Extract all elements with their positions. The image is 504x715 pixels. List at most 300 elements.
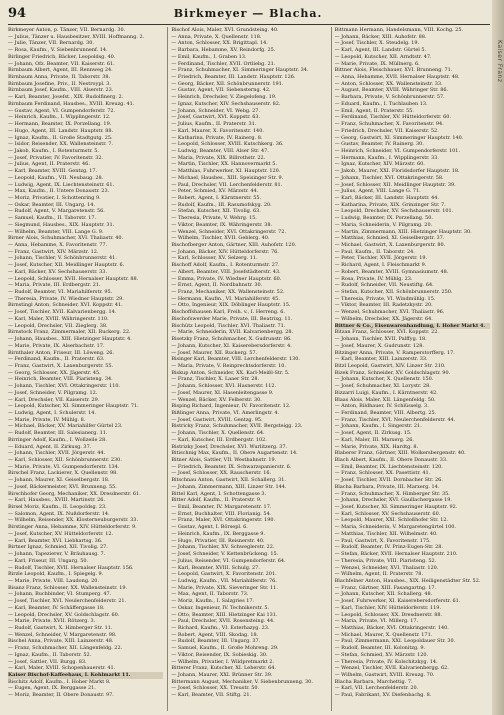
directory-entry: — Josef, Tischler, X. Steudelg. 19. — [334, 40, 420, 47]
directory-entry: — Karl, Beamter, Josefst., XIX. Rudolfinerg. 2. — [8, 94, 124, 101]
directory-entry: — Franz, Gastwirt, X. Laxenburgerstr. 55. — [8, 362, 114, 369]
directory-entry: Bittermann August, Mechaniker, V. Siebenbrunneng. 30. — [171, 678, 313, 685]
directory-entry: — Karl, Schlosser, XV. Selzerg. 11. — [171, 255, 258, 262]
directory-entry: — Max, Kaufm., II. Untere Donaustr. 23. — [8, 188, 110, 195]
directory-entry: — Rosa, Kaufm., V. Siebenbrunnenf. 14. — [8, 47, 108, 54]
directory-entry: — Johann, Tischler, XV. Schweglerstr. 22. — [171, 544, 275, 551]
directory-entry: — Karl, Kutscher, III. Erdbergstr. 102. — [171, 436, 267, 443]
directory-entry: — Moriz, Kaufm., I. Salzgries 17. — [171, 598, 255, 605]
directory-entry: Birnstock Franz, Zimmermaler, XII. Ruckerg. 22. — [8, 329, 131, 336]
directory-entry: — Anton, Schlosser, XX. Wallensteinstr. 33. — [334, 80, 443, 87]
directory-entry: — Heinrich, Schneider, VI. Gumpendorferstr. 101. — [334, 147, 461, 154]
directory-entry: — Josef, Fuhrwerker, XI. Kaiserebersdorferstr. 61. — [334, 598, 461, 605]
directory-entry: — Hermann, Kaufm., I. Wipplingerstr. 33. — [334, 154, 439, 161]
directory-entry: Bitner Alois, Sattler, VII. Westbahnstr. 19. — [171, 457, 277, 463]
directory-entry: Bistricky Franz, Schuhmacher, XVII. Bergsteigg. 23. — [171, 423, 303, 430]
directory-entry: Bitzan Franz, Schlosser, XVI. Koppstr. 22. — [334, 329, 439, 336]
directory-entry: — Viktor, Beamter, IX. Währingerstr. 38. — [171, 221, 273, 228]
directory-entry: — Isidor, Reisender, XX. Wallensteinstr. 7. — [8, 141, 113, 148]
directory-entry: — Georg, Bäcker, XII. Schönbrunnerstr. 191. — [171, 80, 284, 87]
directory-entry: — Leopold, Maurer, XXI. Schloßhofer Str. 12. — [334, 517, 449, 524]
directory-entry: — Salomon, Agent, IX. Nußdorferstr. 14. — [8, 510, 110, 517]
directory-entry: — Karl, Hausbes., XVIII. Martinstr. 26. — [8, 497, 106, 504]
directory-entry: — Emil, Beamter, IX. Liechtensteinstr. 120. — [334, 463, 443, 470]
directory-entry: — Peter, Schmied, XV. Märzstr. 44. — [171, 188, 259, 195]
directory-entry: Bischoff Adolf, Kaufm., I. Rotenturmstr. 27. — [171, 262, 280, 269]
directory-entry: — Gustav, Beamter, IV. Rainerg. 30. — [334, 141, 424, 148]
directory-entry: — Anna, Hebamme, X. Favoritenstr. 77. — [8, 242, 108, 248]
directory-entry: — Paul, Drechsler, XVII. Rosensteing. 44. — [171, 618, 275, 625]
directory-entry: — Maria, Schneiderin, V. Pilgramg. 20. — [334, 221, 433, 228]
directory-entry: Bistrizky Josef, Drechsler, XVI. Wurlitzerg. 37. — [171, 443, 288, 450]
directory-entry: — Michael, Maurer, X. Quellenstr. 171. — [334, 631, 433, 638]
directory-entry: — Paul, Kaufm., II. Taborstr. 24. — [334, 248, 415, 255]
directory-entry: Birtner Ignaz, Schmied, XII. Tivolig. 27. — [8, 544, 108, 551]
directory-entry: — Karl, Beamter, XIII. Lainzerstr. 33. — [334, 356, 428, 363]
directory-entry: — Hermann, Beamter, IX. Porzellang. 19. — [8, 121, 112, 128]
directory-entry: — Josef, Maurer, X. Gudrunstr. 128. — [334, 342, 424, 349]
page-edge — [492, 0, 504, 715]
directory-entry: — Karl, Maler, XVIII. Währingerstr. 110. — [8, 315, 109, 322]
directory-entry: — Johann, Tischler, X. Quellenstr. 64. — [171, 430, 265, 437]
directory-entry: Biskup Anton, Schneider, XX. Karl-Meißl-Str. 5. — [171, 369, 290, 376]
directory-entry: — Johann, Hausbes., XIII. Hietzinger Hauptstr. 4. — [8, 336, 132, 343]
directory-entry: Blachfelner Anton, Hausbes., XIX. Heiligenstädter Str. 52. — [334, 577, 481, 584]
directory-entry: Bisanz Franz, Schlosser, XX. Wallensteinstr. 19. — [8, 584, 128, 591]
directory-entry: — Gustav, Agent, I. Börsepl. 6. — [171, 524, 248, 531]
directory-entry: — Stefan, Bäcker, XVII. Hernalser Hauptstr. 210. — [334, 551, 458, 558]
directory-entry: — Robert, Agent, VIII. Skodag. 18. — [171, 631, 259, 638]
directory-entry: — Josef, Privatier, IV. Favoritenstr. 32. — [8, 154, 104, 161]
directory-entry: — Josef, Bäckermeister, XVI. Brunneng. 55. — [8, 483, 117, 490]
directory-entry: — Johann, Kutscher, XII. Schallerg. 48. — [334, 591, 433, 598]
directory-entry: — Heinrich, Kaufm., I. Wipplingerstr. 12. — [8, 114, 111, 121]
directory-entry: — Michael, Bäcker, XV. Mariahilfer Gürtel 23. — [8, 423, 123, 430]
directory-entry: — Anton, Schlosser, XX. Brigittapl. 14. — [171, 40, 268, 47]
directory-entry: Birnbaum Anna, Private, II. Taborstr. 38. — [8, 74, 111, 81]
directory-entry: — Josef, Schlosser, XX. Treustr. 50. — [171, 685, 260, 692]
directory-entry: — Robert, Agent, I. Kärntnerstr. 55. — [171, 194, 262, 201]
directory-entry: — Ludwig, Agent, IX. Liechtensteinstr. 61. — [8, 181, 115, 188]
directory-entry: — Johann, Tischler, XVII. Palffyg. 18. — [334, 336, 427, 343]
directory-entry: Birlinger Friedrich, Bäcker, Leopoldsg. 40. — [8, 53, 116, 60]
directory-entry: — Anton, Bildhauer, IV. Schlüsselg. 3. — [334, 403, 429, 410]
directory-entry: — Karl, Maurer, X. Favoritenstr. 140. — [171, 127, 264, 134]
directory-entry: — Matthias, Fuhrwerker, XI. Hauptstr. 120. — [171, 168, 281, 175]
directory-entry: — Julius, Agent, VIII. Lange G. 71. — [334, 188, 421, 195]
directory-entry: — Johann, Ofz. Beamter, VII. Kaiserstr. 61. — [8, 60, 115, 67]
directory-entry: Bitischnig Max, Kaufm., II. Obere Augartenstr. 14. — [171, 450, 298, 457]
directory-entry: — Josef, Tischler, XVII. Kalvarienbergg. 14. — [8, 309, 117, 316]
directory-entry: — Paul, Zimmermann, XXI. Leopoldauer Str. 30. — [334, 638, 456, 645]
directory-entry: — Karl, VII. Lerchenfelderstr. 20. — [334, 685, 419, 692]
directory-entry: Bißlinger Anna, Private, VI. Amerlingstr. 4. — [171, 409, 280, 416]
directory-entry: — Julius, Reisender, VI. Gumpendorferstr. 64. — [171, 557, 286, 564]
directory-entry: — Gustav, Agent, VI. Gumpendorferstr. 72. — [8, 107, 116, 114]
directory-entry: — Marie, Private, XVII. Rötzerg. 3. — [8, 618, 96, 625]
directory-entry: — Marie, Private, VI. Gumpendorferstr. 134. — [8, 463, 120, 470]
directory-entry: — Karl, Maler, III. Marxerg. 26. — [334, 436, 414, 443]
directory-entry: — Leopold, Drechsler, XV. Goldschlagstr. 60. — [8, 611, 120, 618]
directory-entry: — Ignaz, Kutscher, XIV. Sechshauserstr. 82. — [171, 100, 281, 107]
directory-entry: — Franz, Schuhmacher, XI. Simmeringer Hauptstr. 34. — [171, 67, 309, 74]
directory-entry: Bitschnau Anton, Gastwirt, XII. Schallerg. 31. — [171, 477, 287, 484]
directory-entry: — Marie, Private, XIX. Hardtg. 8. — [334, 443, 419, 450]
directory-entry: — Franz, Gastwirt, XIV. Märzstr. 12. — [8, 248, 99, 255]
directory-entry: — Johann, Kutscher, X. Quellenstr. 150. — [334, 376, 434, 383]
directory-entry: — Franz, Maler, XVI. Ottakringerstr. 190. — [171, 517, 276, 524]
directory-entry: — Franz, Gärtner, XIII. Fasangartng. 17. — [334, 584, 437, 591]
directory-entry: — Julius, Kaufm., II. Praterstr. 31. — [171, 121, 257, 128]
directory-entry: Bizek Franz, Schneider, XV. Goldschlagstr. 90. — [334, 369, 451, 376]
directory-entry: — Marie, Private, IX. Alserbachstr. 17. — [8, 342, 105, 349]
directory-entry: Bitter Adolf, Kaufm., II. Praterstr. 9. — [171, 497, 262, 504]
directory-entry: — Karl, Bäcker, XV. Sechshauserstr. 33. — [8, 268, 108, 275]
directory-entry: — Rudolf, Beamter, III. Salesianerg. 11. — [8, 430, 108, 437]
directory-entry: — Wenzel, Schneider, XVI. Ottakringerstr. 72. — [171, 228, 286, 235]
directory-entry: — Ferdinand, Tischler, XVII. Ortliebg. 21. — [171, 60, 276, 67]
directory-entry: — Wenzel, Schneider, V. Margaretenstr. 98. — [8, 631, 117, 638]
directory-entry: — Josef, Tischler, XVI. Neulerchenfelderstr. 21. — [8, 598, 127, 605]
directory-entry: — Siegmund, Hausbes., XIX. Hauptstr. 31. — [8, 221, 115, 228]
directory-entry: — Johann, Tischler, XVI. Ottakringerstr. 110. — [8, 383, 121, 390]
directory-entry: — Maria, Private, XIX. Billrothstr. 22. — [171, 154, 266, 161]
directory-entry: — Leopold, Drechsler, XV. Sechshauserstr. 101. — [334, 208, 454, 215]
directory-entry: — Oskar, Ingenieur, IV. Technikerstr. 5. — [171, 604, 270, 611]
directory-entry: — Johann, Bäcker, XIII. Auhofstr. 88. — [334, 33, 427, 40]
directory-entry: — Karl, Beamter, XVIII. Schulg. 27. — [171, 564, 260, 571]
directory-entry: — Wenzel, Schneider, XVI. Thaliastr. 120. — [334, 564, 439, 571]
directory-entry: — Leopold, Schlosser, XX. Dresdnerstr. 88. — [334, 611, 443, 618]
directory-entry: — Anna, Private, X. Quellenstr. 118. — [171, 33, 262, 40]
directory-entry: Birnbaum Josef, Kaufm., VIII. Alserstr. 23. — [8, 87, 114, 94]
directory-entry: Bischofberger Anton, Gärtner, XIII. Auhofstr. 120. — [171, 242, 297, 248]
directory-entry: — Leopold, Gastwirt, X. Favoritenstr. 201. — [171, 571, 277, 578]
directory-entry: — Maria, Schneiderin, V. Margaretengürtel 100. — [334, 524, 456, 531]
directory-entry: — Karl, Beamter, VII. Stiftg. 21. — [171, 692, 252, 699]
directory-entry: Bittmann Hermann, Handelsmann, VIII. Kochg. 25. — [334, 27, 464, 33]
directory-entry: Birkmeyer Anton, p. Tänzer, VII. Bernardg. 30. — [8, 27, 126, 33]
directory-entry: — Stefan, Schmied, XV. Märzstr. 120. — [334, 651, 429, 658]
directory-entry: Bitzinger Anna, Private, V. Ramperstorfferg. 17. — [334, 349, 455, 356]
directory-entry: — Peter, Tischler, XVII. Jörgerstr. 19. — [334, 255, 428, 262]
directory-entry: — Franz, Schuhmacher, XII. Längenfeldg. 22. — [8, 645, 123, 652]
directory-entry: — Rudolf, Agent, V. Margaretenstr. 56. — [8, 208, 105, 215]
directory-entry: — Johann, Bäcker, XIV. Hütteldorferstr. 76. — [171, 248, 279, 255]
directory-entry: — Stefan, Kutscher, XII. Tivolig. 63. — [171, 208, 261, 215]
directory-entry: — Josef, Schuhmacher, XI. Lorystr. 28. — [334, 383, 431, 390]
directory-entry: Birner Alois, Schuhmacher, XVI. Thaliastr. 40. — [8, 235, 124, 242]
directory-entry: — Rosa, Private, IV. Mühlg. 23. — [334, 275, 413, 282]
page-number: 94 — [8, 6, 27, 21]
directory-entry: — Maria, Private, III. Erdbergstr. 21. — [8, 282, 101, 289]
directory-entry: — Ferdinand, Beamter, VIII. Albertg. 25. — [334, 409, 437, 416]
directory-entry: — Katharina, Private, IV. Rainerg. 8. — [171, 134, 263, 141]
directory-entry: Birnstingl Anton, Schneider, XVI. Koppstr. 41. — [8, 302, 123, 309]
column-2 — [167, 27, 326, 711]
directory-entry: — Barbara, Hebamme, XV. Reindorfg. 25. — [171, 47, 276, 54]
directory-entry: Bitzl Leopold, Gastwirt, XIV. Linzer Str. 210. — [334, 362, 446, 369]
directory-entry: — Karl, Bäcker, III. Landstr. Hauptstr. 44. — [334, 194, 440, 201]
directory-entry: — Ferdinand, Tischler, XV. Hütteldorferstr. 60. — [334, 114, 451, 121]
directory-entry: — Friedrich, Drechsler, VII. Kaiserstr. 52. — [334, 127, 439, 134]
directory-entry: — Josef, Schlosser, XX. Rauscherstr. 16. — [171, 470, 272, 477]
directory-entry: — Ludwig, Kaufm., VII. Mariahilferstr. 76. — [171, 577, 277, 584]
directory-entry: Bischoffshausen Karl, Freih. v., I. Herreng. 6. — [171, 309, 285, 316]
directory-entry: — Josef, Maurer, XII. Ruckerg. 57. — [171, 349, 258, 356]
directory-entry: — Rudolf, Tischler, XVII. Hernalser Hauptstr. 156. — [8, 564, 134, 571]
directory-entry: — Johann, Schlosser, XVI. Hasnerstr. 112. — [171, 383, 277, 390]
directory-entry: — Friedrich, Beamter, III. Landstr. Hauptstr. 126. — [171, 74, 296, 81]
directory-entry: — Matthias, Tischler, XII. Wilhelmstr. 40. — [334, 530, 438, 537]
directory-entry: — Josef, Schneider, V. Kettenbrückeng. 15. — [171, 551, 279, 558]
directory-entry: — Emil, Kaufm., I. Graben 13. — [171, 53, 247, 60]
directory-entry: Bittner Alois, Fleischhauer, XVI. Brunneng. 71. — [334, 67, 453, 74]
directory-entry: — Martin, Zimmermann, XIII. Hietzinger Hauptstr. 30. — [334, 228, 472, 235]
directory-entry: — Katharina, Private, XIX. Grinzinger Str. 7. — [334, 201, 446, 208]
directory-entry: — Wilhelm, Drechsler, XX. Jägerstr. 64. — [334, 315, 433, 322]
directory-entry: — Paul, Fabrikant, XV. Diefenbachg. 8. — [334, 692, 432, 699]
directory-entry: — Franz, Tischler, X. Laaer Str. 28. — [171, 376, 260, 383]
directory-entry: — Julius, Agent, II. Praterstr. 46. — [8, 161, 90, 168]
directory-entry: Bischütz Leopold, Tischler, XVI. Thaliastr. 71. — [171, 322, 286, 329]
directory-entry: — Rudolf, Beamter, III. Kolonitzg. 9. — [334, 645, 426, 652]
directory-entry: — Georg, Schlosser, XX. Jägerstr. 45. — [8, 369, 101, 376]
directory-entry: — Johann, Tischler, V. Schönbrunnerstr. 41. — [8, 255, 117, 262]
directory-entry: — Moriz, Privatier, I. Schottenring 9. — [8, 194, 101, 201]
directory-entry: — Johann, Tapezierer, V. Bräuhausg. 7. — [8, 551, 106, 558]
directory-entry: — Karl, Friseur, III. Ungarg. 50. — [8, 557, 89, 564]
directory-entry: — Wilhelm, Reisender, XX. Klosterneuburgerstr. 33. — [8, 517, 139, 524]
directory-entry: — Leopold, Kutscher, XII. Arndtstr. 47. — [334, 53, 432, 60]
directory-entry: — Karl, Beamter, XVIII. Gentzg. 17. — [8, 168, 98, 175]
directory-entry: — Franz, Tischler, XVI. Neulerchenfelderstr. 44. — [334, 416, 456, 423]
directory-entry: — Karl, Tischler, XIV. Hütteldorferstr. 119. — [334, 604, 442, 611]
directory-entry: — Michael, Gastwirt, X. Laxenburgerstr. 80. — [334, 242, 446, 248]
directory-entry: — Richard, Agent, I. Fleischmarkt 9. — [334, 262, 427, 269]
directory-entry: — Ludwig, Beamter, IX. Porzellang. 50. — [334, 215, 433, 222]
directory-entry: — Paul, Gastwirt, X. Favoritenstr. 175. — [334, 537, 431, 544]
directory-entry: — Eduard, Kaufm., I. Tuchlauben 13. — [334, 100, 428, 107]
directory-entry: Bisinger Karl, Beamter, VIII. Lerchenfelderstr. 130. — [171, 356, 300, 363]
directory-entry: — Josef, Gastwirt, XVI. Koppstr. 63. — [171, 114, 261, 121]
directory-entry: — Wilhelm, Gastwirt, XVIII. Kreuzg. 70. — [334, 672, 435, 678]
directory-entry: — Ernst, Agent, II. Nordbahnstr. 30. — [171, 282, 263, 289]
directory-entry: — Michael, Hausbes., XIII. Speisinger Str. 9. — [171, 174, 284, 181]
directory-entry: — Marie, Schneiderin, XVII. Kalvarienbergg. 28. — [171, 329, 294, 336]
directory-entry: — Wenzel, Schuhmacher, XVI. Thaliastr. 96. — [334, 309, 445, 316]
column-3 — [331, 27, 490, 711]
directory-entry: — Rudolf, Beamter, III. Ungarg. 37. — [171, 638, 261, 645]
directory-entry: — Johann, Zimmermann, XIII. Linzer Str. 144. — [171, 483, 287, 490]
directory-entry: — Albert, Beamter, VIII. Josefstädterstr. 43. — [171, 268, 281, 275]
directory-entry: — Karl, Beamter, XVI. Liebhartsg. 36. — [8, 537, 103, 544]
directory-entry: — Ignaz, Kaufm., II. Große Stadtgutg. 25. — [8, 134, 113, 141]
directory-entry: — Karl, Beamter, IV. Schäffergasse 18. — [8, 604, 105, 611]
directory-entry: — Theresia, Private, IV. Kolschitzkyg. 14. — [334, 658, 438, 665]
page-header — [8, 6, 490, 25]
directory-entry: — Ernst, Buchhalter, VIII. Florianig. 54. — [171, 510, 272, 517]
directory-entry: Blaas Alois, Maler, XII. Längenfeldg. 50. — [334, 396, 436, 403]
directory-entry: — Johann, Tischler, XVI. Ottakringerstr. 58. — [334, 174, 444, 181]
directory-entry: — Josef, Agent, II. Zirkusg. 15. — [334, 430, 412, 437]
advertisement-line: Bittner & Co., Eisenwarenhandlung, I. Hoher Markt 4. — [335, 323, 490, 330]
directory-entry: — August, Beamter, XVIII. Währinger Str. 86. — [334, 87, 449, 94]
directory-entry: — Heinrich, Kaufm., IX. Berggasse 9. — [171, 530, 265, 537]
directory-entry: Blaberer Franz, Gärtner, XIII. Wolkersbergenstr. 40. — [334, 450, 466, 457]
directory-entry: — Josef, Gastwirt, XVIII. Gentzg. 95. — [171, 416, 263, 423]
directory-entry: Birringer Adolf, Kaufm., I. Wollzeile 28. — [8, 436, 107, 443]
directory-entry: — Franz, Mechaniker, XX. Wallensteinstr. 52. — [171, 289, 285, 296]
directory-entry: Blacha Barbara, Private, III. Marxerg. 14. — [334, 483, 440, 490]
directory-entry: — Wilhelm, Privatier, I. Wildpretmarkt 2. — [171, 658, 274, 665]
directory-entry: — Johann, Schneider, VI. Webg. 27. — [171, 107, 261, 114]
directory-entry: — Johann, Tischler, XVII. Jörgerstr. 44. — [8, 450, 106, 457]
directory-entry: — Julius, Tänzer u. Hausbesitzer, XVIII. Hoffmanng. 2. — [8, 33, 145, 40]
directory-entry: — Theresia, Private, VIII. Piaristeng. 52. — [334, 557, 437, 564]
directory-entry: — Josef, Maurer, XI. Hasenleitengasse 9. — [171, 389, 274, 396]
directory-entry: — Maria, Private, VI. Millerg. 17. — [334, 618, 419, 625]
directory-entry: — Franz, Schuhmacher, X. Himberger Str. 35. — [334, 490, 450, 497]
directory-entry: — Karl, Maler, XVIII. Schopenhauerstr. 41. — [8, 665, 116, 672]
directory-entry: — Johann, Kutscher, XI. Kaiserebersdorferstr. 4. — [171, 342, 292, 349]
directory-entry: — Eduard, Agent, II. Zirkusg. 37. — [8, 443, 92, 450]
directory-entry: — Ludwig, Agent, I. Schulerstr. 14. — [8, 409, 96, 416]
directory-entry: Bischitz Adolf, Kaufm., I. Hoher Markt 8. — [8, 678, 111, 685]
directory-entry: Birschel Franz, Lackierer, X. Quellenstr. 98. — [8, 470, 118, 477]
directory-entry: — Emil, Beamter, IV. Margaretenstr. 17. — [171, 504, 272, 511]
directory-entry: — Johann, Maurer, XI. Geiselbergstr. 18. — [8, 477, 110, 484]
directory-entry: Bittel Karl, Agent, I. Schottengasse 3. — [171, 490, 267, 497]
directory-entry: — Heinrich, Drechsler, V. Ziegelofeng. 19. — [171, 94, 277, 101]
directory-entry: Birsel Moriz, Kaufm., II. Leopoldsg. 23. — [8, 504, 107, 511]
directory-entry: — Matthias, Bäcker, XVI. Ottakringerstr. 140. — [334, 624, 449, 631]
directory-entry: Bischof Alois, Maler, XVI. Grundsteing. 40. — [171, 27, 279, 33]
directory-entry: — Johann, Kaufm., I. Singerstr. 21. — [334, 423, 422, 430]
directory-entry: — Paul, Drechsler, VII. Lerchenfelderstr. 81. — [171, 181, 283, 188]
directory-entry: — Ferdinand, Kaufm., II. Praterstr. 63. — [8, 356, 105, 363]
directory-entry: — Theresia, Private, IV. Wiedner Hauptstr. 29. — [8, 295, 124, 302]
directory-entry: — Hugo, Agent, III. Landstr. Hauptstr. 88. — [8, 127, 114, 134]
directory-entry: Birnbaum Ferdinand, Hausbes., XVIII. Kreuzg. 41. — [8, 100, 135, 107]
directory-entry: Bitterer Franz, Kutscher, XI. Leberstr. 64. — [171, 665, 276, 672]
directory-entry: — Theresia, Private, V. Wehrg. 15. — [171, 215, 257, 222]
directory-entry: — Rudolf, Beamter, IV. Prinz-Eugen-Str. 28. — [334, 544, 443, 551]
directory-entry: — Heinrich, Beamter, VIII. Piaristeng. 34. — [8, 376, 113, 383]
directory-entry: — Rudolf, Kaufm., III. Rasumofskyg. 20. — [171, 201, 272, 208]
directory-entry: — Wilhelm, Beamter, VIII. Lange G. 9. — [8, 228, 104, 235]
directory-entry: — Wenzel, Tischler, XVII. Kalvarienbergg. 62. — [334, 665, 449, 672]
directory-entry: — Martin, Tischler, XX. Hannovermarkt 5. — [171, 161, 277, 168]
directory-entry: — Gustav, Agent, VII. Siebensterng. 42. — [171, 87, 271, 94]
directory-entry: — Otto, Beamter, XIII. Hietzinger Kai 131. — [171, 611, 278, 618]
directory-entry: — Josef, Sattler, VII. Burgg. 83. — [8, 658, 87, 665]
directory-entry: — Ignaz, Kaufm., II. Taborstr. 52. — [8, 651, 92, 658]
directory-entry: — Emil, Agent, II. Praterstr. 55. — [334, 107, 414, 114]
directory-entry: — Franz, Schlosser, XX. Pasettistr. 41. — [334, 470, 431, 477]
directory-entry: — Leopold, Schlosser, XVII. Hernalser Hauptstr. 88. — [8, 275, 139, 282]
directory-entry: — Eugen, Agent, IX. Berggasse 21. — [8, 685, 96, 692]
directory-entry: — Johann, Drechsler, XVI. Gaullachergasse 19. — [334, 497, 452, 504]
directory-entry: — Anna, Hebamme, XVII. Hernalser Hauptstr. 48. — [334, 74, 460, 81]
directory-entry: — Maria, Private, V. Reinprechtsdorferstr. 10. — [171, 362, 286, 369]
directory-entry: — Wenzel, Bäcker, XV. Felberstr. 30. — [171, 396, 262, 403]
directory-entry: — Marie, Private, IX. Müllnerg. 6. — [334, 60, 420, 67]
directory-entry: — Franz, Schuhmacher, X. Favoritenstr. 94. — [334, 121, 444, 128]
directory-columns — [8, 27, 490, 711]
directory-entry: — Johann, Maurer, XXI. Brünner Str. 39. — [171, 672, 273, 678]
directory-entry: — Josef, Tischler, XVII. Dornbacher Str. 26. — [334, 477, 443, 484]
directory-entry: — Marie, Private, IV. Mühlg. 8. — [8, 416, 86, 423]
directory-entry: — Viktor, Beamter, III. Radetzkystr. 20. — [334, 302, 433, 309]
directory-entry: — Wilhelm, Agent, II. Praterstr. 78. — [334, 571, 424, 578]
directory-entry: — Josef, Kutscher, XI. Simmeringer Hauptstr. 92. — [334, 504, 458, 511]
edge-text: Kaiser Franz — [496, 40, 503, 83]
directory-entry: — Matthias, Schmied, XI. Geiselbergstr. 37. — [334, 235, 445, 242]
directory-entry: — Max, Agent, II. Taborstr. 73. — [171, 591, 249, 598]
advertisement-line: Kaiser Bischof-Kaffeehaus, I. Kohlmarkt 11. — [8, 672, 163, 679]
directory-entry: — Friedrich, Beamter, IX. Schwarzspanierstr. 6. — [171, 463, 292, 470]
directory-entry: Birzle Leopold, Kaufm., I. Spiegelg. 9. — [8, 571, 104, 578]
directory-entry: — Emma, Private, IV. Wiedner Hauptstr. 60. — [171, 275, 282, 282]
directory-entry: — Ludwig, Beamter, VIII. Alser Str. 47. — [171, 147, 269, 154]
directory-entry: Bischel Anna, Private, XIII. Lainzerstr. 48. — [8, 638, 114, 645]
directory-entry: Blach Albert, Kaufm., II. Obere Donaustr. 33. — [334, 457, 448, 463]
directory-entry: — Ignaz, Kutscher, XIV. Märzstr. 60. — [334, 161, 425, 168]
directory-entry: — Leopold, Schlosser, XVIII. Kutschkerg. 36. — [171, 141, 284, 148]
directory-entry: — Stefan, Kutscher, XII. Schönbrunnerstr. 250. — [334, 289, 453, 296]
directory-entry: — Hermann, Kaufm., VI. Mariahilferstr. 45. — [171, 295, 280, 302]
directory-entry: Birstinger Anna, Hebamme, XIV. Hütteldorferstr. 9. — [8, 524, 137, 531]
directory-entry: Birschhofer Georg, Mechaniker, XX. Dresdnerstr. 61. — [8, 490, 141, 497]
directory-entry: — Samuel, Kaufm., II. Taborstr. 17. — [8, 215, 97, 222]
directory-entry: — Johann, Buchbinder, VI. Stumperg. 47. — [8, 591, 112, 598]
directory-entry: — Wilhelm, Tischler, XVII. Geblerg. 40. — [171, 235, 270, 242]
directory-entry: — Samuel, Kaufm., II. Große Mohreng. 29. — [171, 645, 279, 652]
directory-entry: — Leopold, Kaufm., VII. Neubaug. 28. — [8, 174, 104, 181]
directory-entry: — Karl, Drechsler, VII. Kaiserstr. 29. — [8, 396, 100, 403]
directory-entry: — Georg, Gastwirt, XI. Simmeringer Hauptstr. 140. — [334, 134, 464, 141]
directory-entry: Birnbaum Josefine, Priv., II. Nestroypl. 3. — [8, 80, 111, 87]
directory-entry: — Julie, Tänzer, VII. Bernardg. 30. — [8, 40, 94, 47]
directory-entry: — Karl, Agent, III. Landstr. Gürtel 5. — [334, 47, 427, 54]
directory-entry: — Josef, Schneider, V. Pilgramg. 12. — [8, 389, 98, 396]
directory-entry: — Jakob, Kaufm., I. Rotenturmstr. 5. — [8, 147, 99, 154]
column-1 — [8, 27, 163, 711]
directory-entry: Bisetzky Franz, Schuhmacher, X. Gudrunstr. 86. — [171, 336, 292, 343]
directory-entry: — Leopold, Kutscher, XI. Simmeringer Hauptstr. 71. — [8, 403, 139, 410]
directory-entry: — Jakob, Maurer, XXI. Floridsdorfer Hauptstr. 18. — [334, 168, 460, 175]
directory-entry: — Rudolf, Beamter, VI. Mariahilferstr. 95. — [8, 289, 113, 296]
directory-entry: — Rudolf, Gastwirt, X. Himberger Str. 11. — [8, 624, 113, 631]
directory-entry: — Moriz, Beamter, II. Obere Donaustr. 97. — [8, 692, 114, 699]
directory-entry: Bischofswerder Marie, Private, III. Beatrixg. 11. — [171, 315, 293, 322]
directory-entry: — Theresia, Private, VI. Windmühlg. 15. — [334, 295, 436, 302]
directory-entry: — Josef, Schlosser, XII. Meidlinger Hauptstr. 39. — [334, 181, 456, 188]
directory-entry: Birnthaler Anton, Friseur, III. Löweng. 26. — [8, 349, 114, 356]
directory-entry: — Rudolf, Schneider, VII. Neustiftg. 64. — [334, 282, 434, 289]
directory-entry: — Karl, Schlosser, XV. Sechshauserstr. 60. — [334, 510, 441, 517]
directory-entry: — Richard, Kaufm., VI. Esterhazyg. 23. — [171, 624, 270, 631]
directory-entry: — Hugo, Privatier, III. Reisnerstr. 40. — [171, 537, 265, 544]
directory-entry: Birnbaum Albert, Agent, III. Rennweg 24. — [8, 67, 113, 74]
directory-entry: — Viktor, Reisender, IX. Sobieskig. 30. — [171, 651, 268, 658]
directory-entry: — Josef, Kutscher, XV. Hütteldorferstr. 12. — [8, 530, 114, 537]
directory-entry: — Marie, Private, VIII. Laudong. 20. — [8, 577, 99, 584]
directory-entry: — Josef, Kutscher, XII. Meidlinger Hauptstr. 6. — [8, 262, 125, 269]
directory-entry: Blacha Barbara, Marchettig. 7. — [334, 678, 413, 685]
directory-entry: — Leopold, Drechsler, VII. Zieglerg. 38. — [8, 322, 108, 329]
